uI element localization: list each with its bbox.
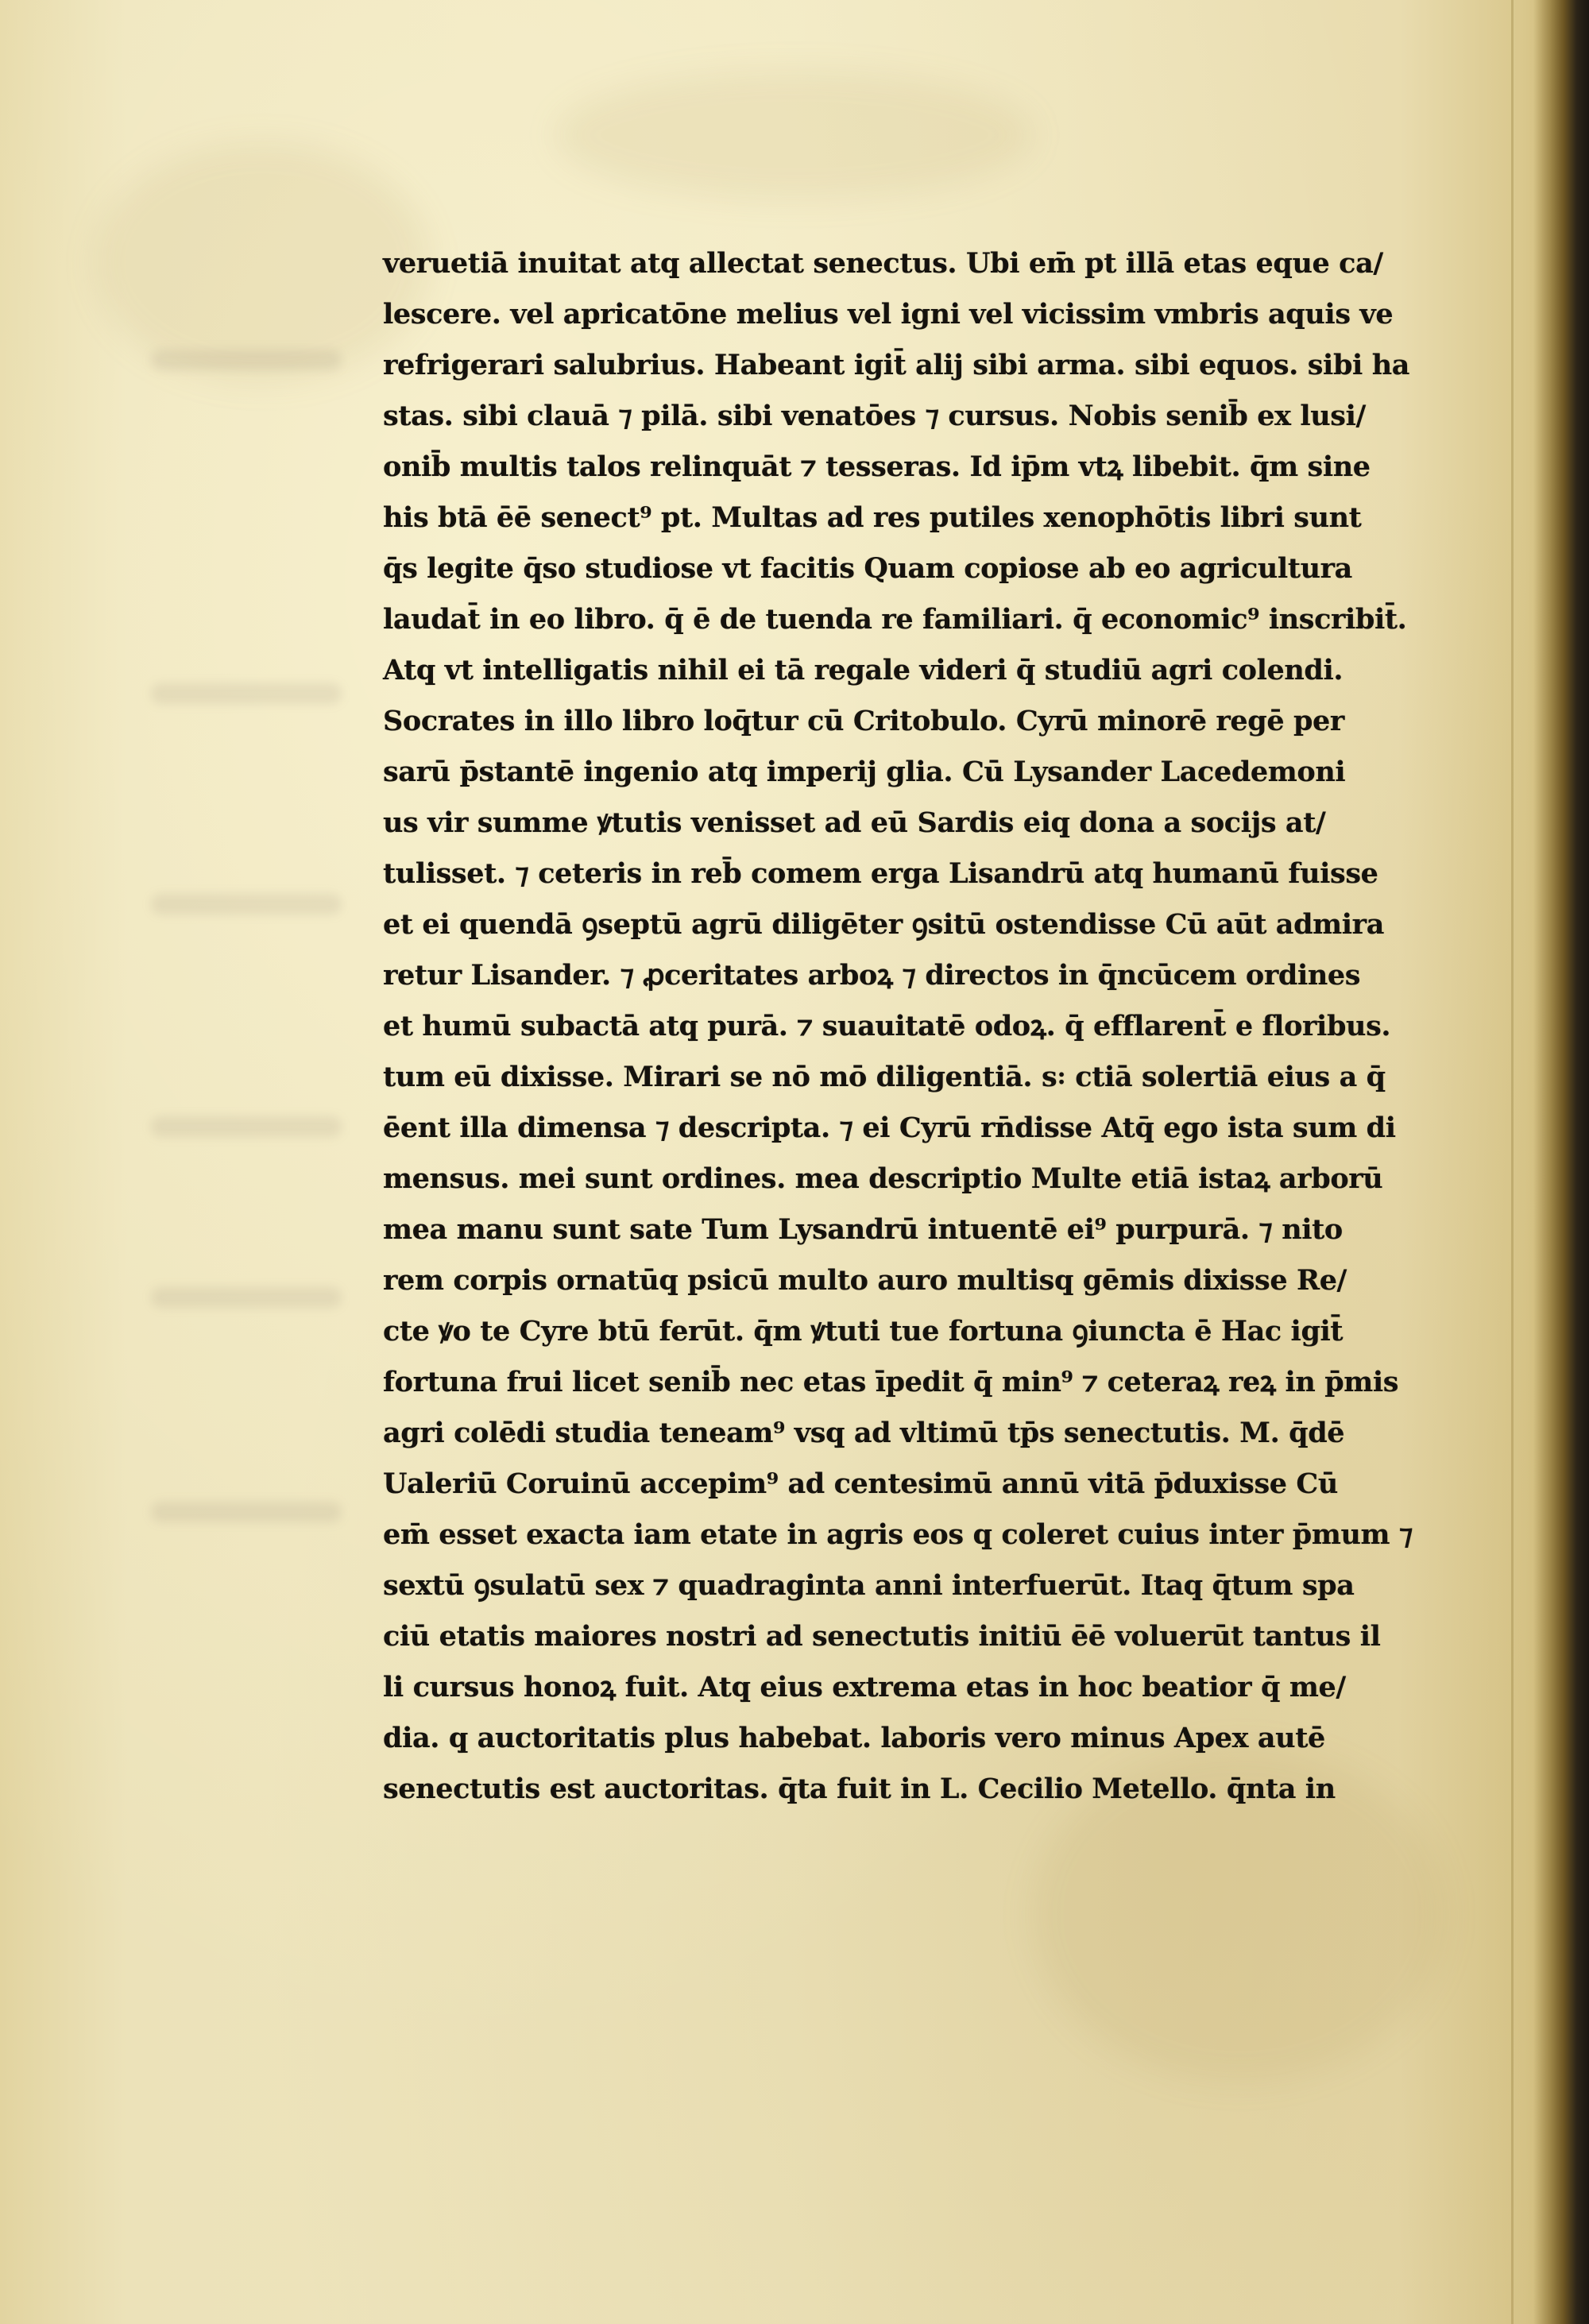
text-line: em̄ esset exacta iam etate in agris eos q̧ coleret cuius inter p̄mum ⁊ xyxy=(383,1518,1413,1551)
printed-text-block xyxy=(383,238,1452,1815)
text-line: onib̄ multis talos relinquāt ⁊ tesseras. Id ip̄m vtꝝ libebit. q̄m sine xyxy=(383,450,1371,483)
text-line: us vir summe ꝟtutis venisset ad eū Sardis eiq̧ dona a socijs at/ xyxy=(383,806,1326,839)
text-line: mea manu sunt sate Tum Lysandrū intuentē ei⁹ purpurā. ⁊ nito xyxy=(383,1213,1343,1246)
text-line: veruetiā inuitat atq̧ allectat senectus. Ubi em̄ pt illā etas eque ca/ xyxy=(383,247,1383,280)
text-line: laudat̄ in eo libro. q̄ ē de tuenda re familiari. q̄ economic⁹ inscribit̄. xyxy=(383,603,1407,636)
bleed-through-text xyxy=(151,894,342,915)
text-line: tulisset. ⁊ ceteris in reb̄ comem erga Lisandrū atq̧ humanū fuisse xyxy=(383,857,1378,890)
text-line: rem corpis ornatūq̧ psicū multo auro multisq̧ gēmis dixisse Re/ xyxy=(383,1264,1347,1297)
text-line: fortuna frui licet senib̄ nec etas īpedit q̄ min⁹ ⁊ ceteraꝝ reꝝ in p̄mis xyxy=(383,1366,1399,1398)
bleed-through-text xyxy=(151,683,342,704)
text-line: lescere. vel apricatōne melius vel igni vel vicissim vmbris aquis ve xyxy=(383,298,1394,331)
text-line: stas. sibi clauā ⁊ pilā. sibi venatōes ⁊ cursus. Nobis senib̄ ex lusi/ xyxy=(383,400,1366,432)
text-line: mensus. mei sunt ordines. mea descriptio Multe etiā istaꝝ arborū xyxy=(383,1162,1383,1195)
text-line: retur Lisander. ⁊ ꝓceritates arboꝝ ⁊ directos in q̄ncūcem ordines xyxy=(383,959,1361,992)
text-line: et humū subactā atq̧ purā. ⁊ suauitatē odoꝝ. q̄ efflarent̄ e floribus. xyxy=(383,1010,1391,1042)
text-line: Ualeriū Coruinū accepim⁹ ad centesimū annū vitā p̄duxisse Cū xyxy=(383,1467,1338,1500)
gutter-crease xyxy=(1511,0,1514,2324)
bleed-through-text xyxy=(151,350,342,370)
text-line: Atq̧ vt intelligatis nihil ei tā regale videri q̄ studiū agri colendi. xyxy=(383,654,1343,686)
text-line: senectutis est auctoritas. q̄ta fuit in L. Cecilio Metello. q̄nta in xyxy=(383,1773,1336,1805)
text-line: tum eū dixisse. Mirari se nō mō diligentiā. s꞉ ctiā solertiā eius a q̄ xyxy=(383,1061,1386,1093)
bleed-through-text xyxy=(151,1502,342,1522)
text-line: Socrates in illo libro loq̄tur cū Critobulo. Cyrū minorē regē per xyxy=(383,705,1344,737)
book-binding-gutter xyxy=(1533,0,1589,2324)
text-line: agri colēdi studia teneam⁹ vsq̧ ad vltimū tp̄s senectutis. M. q̄dē xyxy=(383,1417,1345,1449)
paper-stain xyxy=(95,143,429,381)
text-line: q̄s legite q̄so studiose vt facitis Quam copiose ab eo agricultura xyxy=(383,552,1352,585)
text-line: refrigerari salubrius. Habeant igit̄ alij sibi arma. sibi equos. sibi ha xyxy=(383,349,1410,381)
text-line: sextū ꝯsulatū sex ⁊ quadraginta anni interfuerūt. Itaq̧ q̄tum spa xyxy=(383,1569,1355,1602)
text-line: et ei quendā ꝯseptū agrū diligēter ꝯsitū ostendisse Cū aūt admira xyxy=(383,908,1384,941)
text-line: his btā ēē senect⁹ pt. Multas ad res putiles xenophōtis libri sunt xyxy=(383,501,1362,534)
text-line: li cursus honoꝝ fuit. Atq̧ eius extrema etas in hoc beatior q̄ me/ xyxy=(383,1671,1346,1703)
text-line: sarū p̄stantē ingenio atq̧ imperij glia. Cū Lysander Lacedemoni xyxy=(383,756,1346,788)
text-line: dia. q̧ auctoritatis plus habebat. laboris vero minus Apex autē xyxy=(383,1722,1325,1754)
bleed-through-text xyxy=(151,1116,342,1137)
text-line: ciū etatis maiores nostri ad senectutis initiū ēē voluerūt tantus il xyxy=(383,1620,1381,1653)
bleed-through-text xyxy=(151,1287,342,1308)
text-line: cte ꝟo te Cyre btū ferūt. q̄m ꝟtuti tue fortuna ꝯiuncta ē Hac igit̄ xyxy=(383,1315,1343,1348)
paper-stain xyxy=(556,72,1033,199)
text-line: ēent illa dimensa ⁊ descripta. ⁊ ei Cyrū rn̄disse Atq̄ ego ista sum di xyxy=(383,1112,1396,1144)
